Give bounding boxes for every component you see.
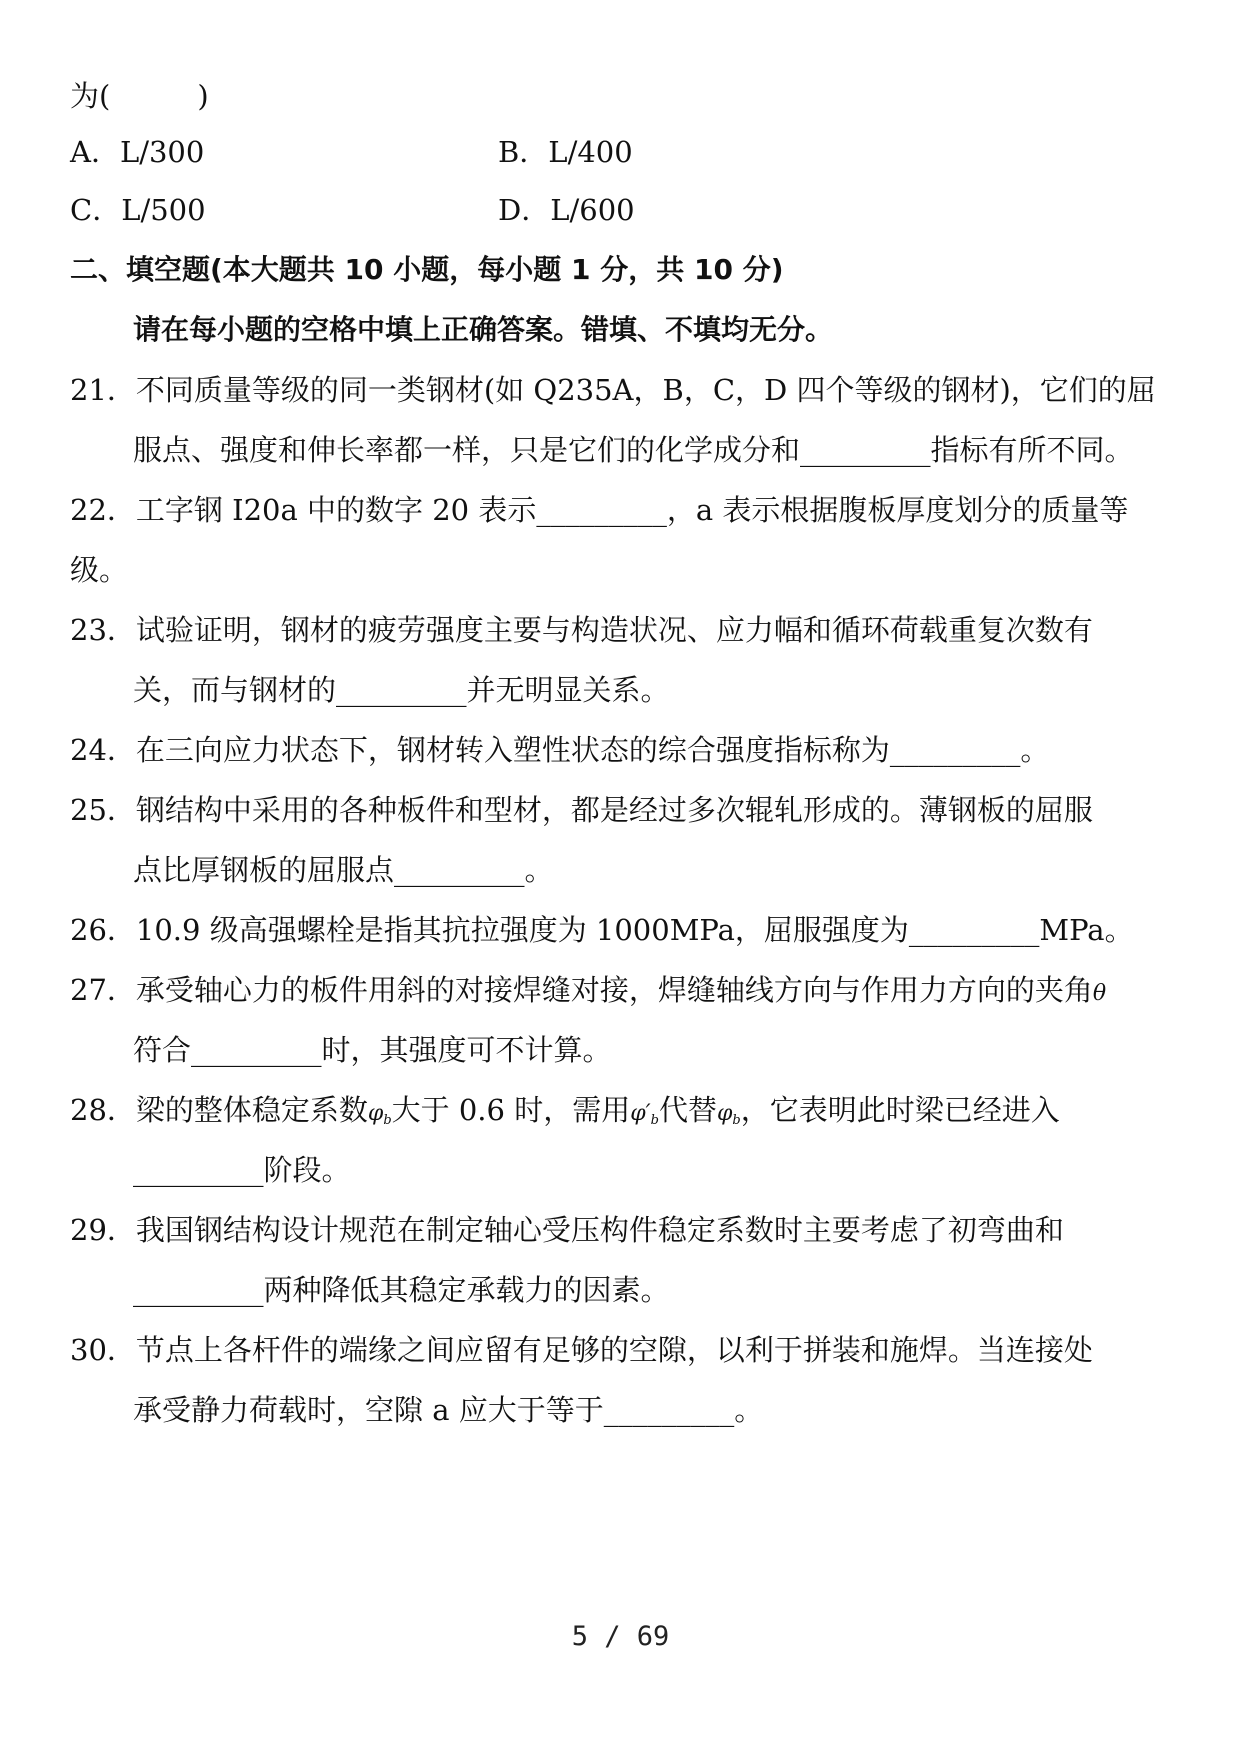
option-a: A．L/300 bbox=[70, 135, 205, 169]
phi-symbol: φ bbox=[716, 1101, 733, 1126]
section-heading: 二、填空题(本大题共 10 小题，每小题 1 分，共 10 分) bbox=[70, 253, 784, 286]
question-25-line-2: 点比厚钢板的屈服点_________。 bbox=[133, 853, 554, 887]
question-24: 24．在三向应力状态下，钢材转入塑性状态的综合强度指标称为_________。 bbox=[70, 733, 1050, 767]
phi-symbol: φ bbox=[367, 1101, 384, 1126]
section-instruction: 请在每小题的空格中填上正确答案。错填、不填均无分。 bbox=[133, 313, 834, 346]
theta-symbol: θ bbox=[1092, 981, 1107, 1006]
question-28-part-1: 28．梁的整体稳定系数 bbox=[70, 1093, 368, 1127]
question-21-line-2: 服点、强度和伸长率都一样，只是它们的化学成分和_________指标有所不同。 bbox=[133, 433, 1134, 467]
question-21-line-1: 21．不同质量等级的同一类钢材(如 Q235A，B，C，D 四个等级的钢材)，它们的屈 bbox=[70, 373, 1156, 407]
question-29-line-1: 29．我国钢结构设计规范在制定轴心受压构件稳定系数时主要考虑了初弯曲和 bbox=[70, 1213, 1064, 1247]
question-28-part-2: 大于 0.6 时，需用 bbox=[391, 1093, 631, 1127]
subscript-b: b bbox=[732, 1113, 741, 1128]
question-22-line-2: 级。 bbox=[70, 553, 129, 587]
question-22-line-1: 22．工字钢 I20a 中的数字 20 表示_________，a 表示根据腹板厚度划分的质量等 bbox=[70, 493, 1129, 527]
question-28-line-2: _________阶段。 bbox=[133, 1153, 351, 1187]
question-25-line-1: 25．钢结构中采用的各种板件和型材，都是经过多次辊轧形成的。薄钢板的屈服 bbox=[70, 793, 1093, 827]
phi-prime-b-symbol bbox=[630, 1101, 659, 1126]
question-28-line-1 bbox=[70, 1090, 1060, 1141]
page-number: 5 / 69 bbox=[571, 1621, 670, 1652]
question-27-line-1 bbox=[70, 970, 1106, 1014]
question-28-part-4: ，它表明此时梁已经进入 bbox=[740, 1093, 1060, 1127]
question-27-line-2: 符合_________时，其强度可不计算。 bbox=[133, 1033, 612, 1067]
question-23-line-2: 关，而与钢材的_________并无明显关系。 bbox=[133, 673, 670, 707]
question-30-line-2: 承受静力荷载时，空隙 a 应大于等于_________。 bbox=[133, 1393, 764, 1427]
question-30-line-1: 30．节点上各杆件的端缘之间应留有足够的空隙，以利于拼装和施焊。当连接处 bbox=[70, 1333, 1093, 1367]
question-28-part-3: 代替 bbox=[658, 1093, 717, 1127]
subscript-b: b bbox=[383, 1113, 392, 1128]
option-c: C．L/500 bbox=[70, 193, 206, 227]
question-23-line-1: 23．试验证明，钢材的疲劳强度主要与构造状况、应力幅和循环荷载重复次数有 bbox=[70, 613, 1093, 647]
phi-b-symbol bbox=[368, 1101, 392, 1126]
phi-prime-symbol: φ′ bbox=[630, 1101, 651, 1126]
question-27-text: 27．承受轴心力的板件用斜的对接焊缝对接，焊缝轴线方向与作用力方向的夹角 bbox=[70, 973, 1093, 1007]
previous-question-tail: 为( ) bbox=[70, 79, 209, 113]
phi-b-symbol bbox=[717, 1101, 741, 1126]
subscript-b: b bbox=[650, 1113, 659, 1128]
question-29-line-2: _________两种降低其稳定承载力的因素。 bbox=[133, 1273, 670, 1307]
question-26: 26．10.9 级高强螺栓是指其抗拉强度为 1000MPa，屈服强度为_________MPa。 bbox=[70, 913, 1134, 947]
option-d: D．L/600 bbox=[498, 193, 635, 227]
option-b: B．L/400 bbox=[498, 135, 633, 169]
